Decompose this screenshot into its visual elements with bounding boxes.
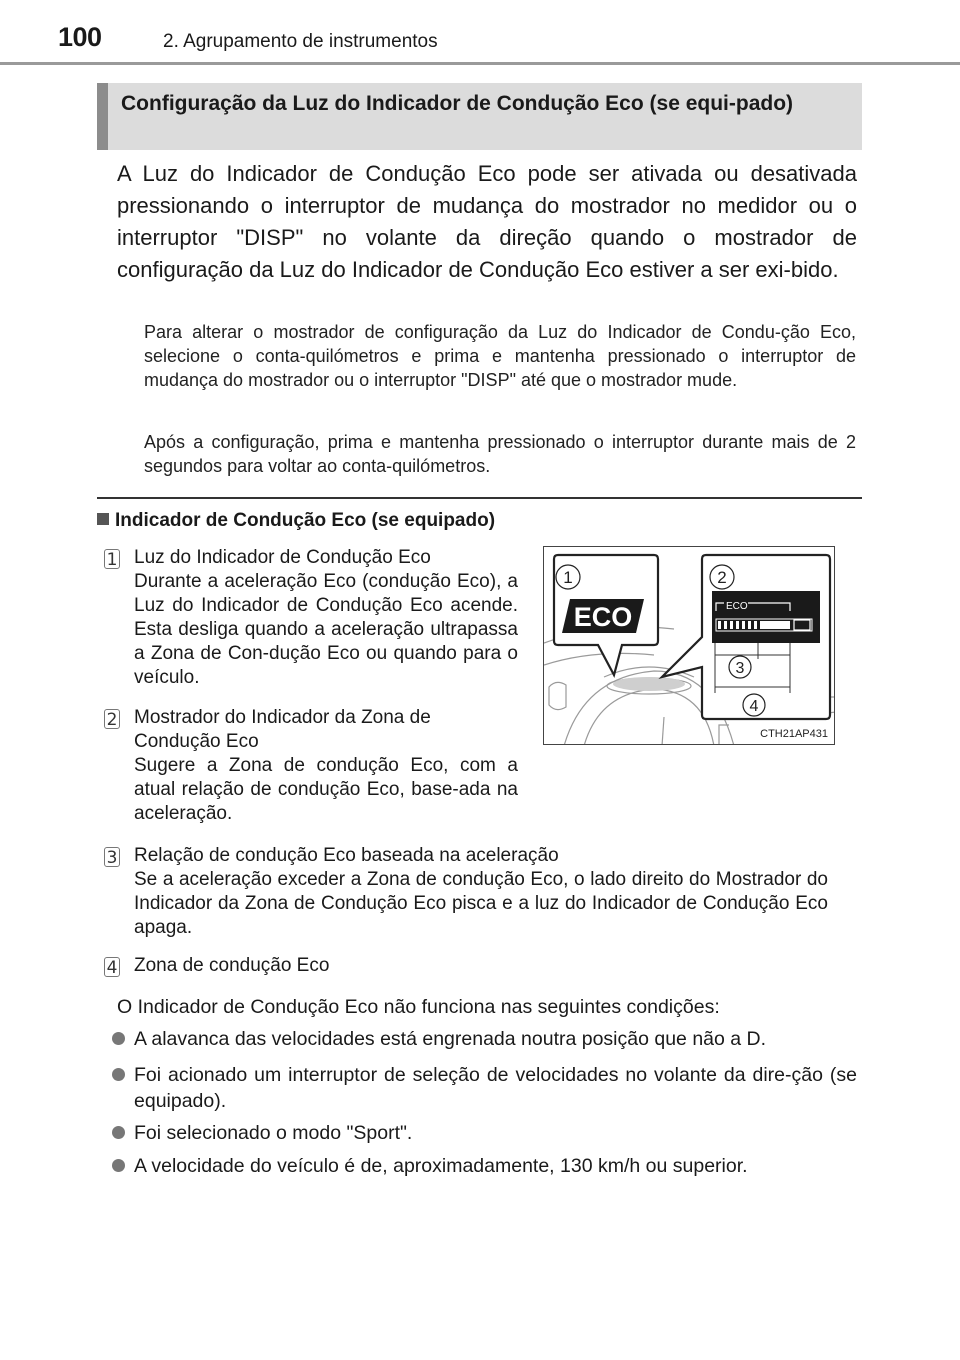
subheading-text: Indicador de Condução Eco (se equipado) <box>115 510 496 531</box>
condition-bullet <box>112 1120 857 1146</box>
condition-bullet <box>112 1062 857 1114</box>
callout-label-2: 2 <box>717 568 727 587</box>
item-number-2: 2 <box>104 709 120 729</box>
eco-lamp-label: ECO <box>573 602 633 632</box>
note-paragraph: Para alterar o mostrador de configuração da Luz do Indicador de Condu-ção Eco, selecione o conta-quilómetros e prima e mantenha pressionado o interruptor de mudança do mostrador ou o interruptor "DISP" até que o mostrador mude. <box>144 322 856 390</box>
conditions-intro: O Indicador de Condução Eco não funciona nas seguintes condições: <box>117 996 720 1018</box>
section-title: Configuração da Luz do Indicador de Condução Eco (se equi-pado) <box>121 92 794 115</box>
zone-display <box>712 591 820 643</box>
eco-indicator-figure <box>543 546 835 745</box>
callout-label-3: 3 <box>735 660 745 677</box>
condition-text: Foi selecionado o modo "Sport". <box>134 1122 413 1144</box>
condition-text: A velocidade do veículo é de, aproximadamente, 130 km/h ou superior. <box>134 1155 748 1177</box>
bullet-dot-icon <box>112 1032 125 1045</box>
item-number-3: 3 <box>104 847 120 867</box>
item-description: Se a aceleração exceder a Zona de condução Eco, o lado direito do Mostrador do Indicador da Zona de Condução Eco pisca e a luz do Indicador de Condução Eco apaga. <box>134 869 828 938</box>
callout-label-1: 1 <box>563 568 573 587</box>
item-description: Sugere a Zona de condução Eco, com a atual relação de condução Eco, base-ada na aceleração. <box>134 755 518 824</box>
item-description: Durante a aceleração Eco (condução Eco), a Luz do Indicador de Condução Eco acende. Esta desliga quando a aceleração ultrapassa a Zona de Con-dução Eco ou quando para o veículo. <box>134 571 518 688</box>
page-number: 100 <box>58 22 102 52</box>
header-rule <box>0 62 960 65</box>
display-eco-label: ECO <box>726 601 748 612</box>
condition-text: Foi acionado um interruptor de seleção de velocidades no volante da dire-ção (se equipado). <box>134 1064 857 1112</box>
condition-bullet <box>112 1026 857 1052</box>
bullet-dot-icon <box>112 1126 125 1139</box>
bullet-dot-icon <box>112 1068 125 1081</box>
callout-label-4: 4 <box>749 698 759 715</box>
dashboard-illustration <box>544 547 835 745</box>
chapter-title: 2. Agrupamento de instrumentos <box>163 31 438 52</box>
square-bullet-icon <box>97 513 109 525</box>
condition-bullet <box>112 1153 857 1179</box>
item-3 <box>134 844 828 940</box>
item-title: Relação de condução Eco baseada na aceleração <box>134 845 559 866</box>
item-2 <box>134 706 518 826</box>
item-title: Zona de condução Eco <box>134 955 330 976</box>
page-header <box>0 0 960 70</box>
intro-paragraph: A Luz do Indicador de Condução Eco pode ser ativada ou desativada pressionando o interruptor de mudança do mostrador no medidor ou o interruptor "DISP" no volante da direção quando o mostrador de configuração da Luz do Indicador de Condução Eco estiver a ser exi-bido. <box>117 161 857 282</box>
item-title: Mostrador do Indicador da Zona de Condução Eco <box>134 707 431 752</box>
item-number-4: 4 <box>104 957 120 977</box>
subheading <box>97 510 495 532</box>
item-number-1: 1 <box>104 549 120 569</box>
bullet-dot-icon <box>112 1159 125 1172</box>
note-paragraph: Após a configuração, prima e mantenha pressionado o interruptor durante mais de 2 segundos para voltar ao conta-quilómetros. <box>144 432 856 476</box>
item-4 <box>134 954 828 978</box>
item-1 <box>134 546 518 690</box>
section-divider <box>97 497 862 499</box>
section-title-box <box>97 83 862 150</box>
item-title: Luz do Indicador de Condução Eco <box>134 547 431 568</box>
figure-code: CTH21AP431 <box>760 728 828 740</box>
condition-text: A alavanca das velocidades está engrenada noutra posição que não a D. <box>134 1028 767 1050</box>
